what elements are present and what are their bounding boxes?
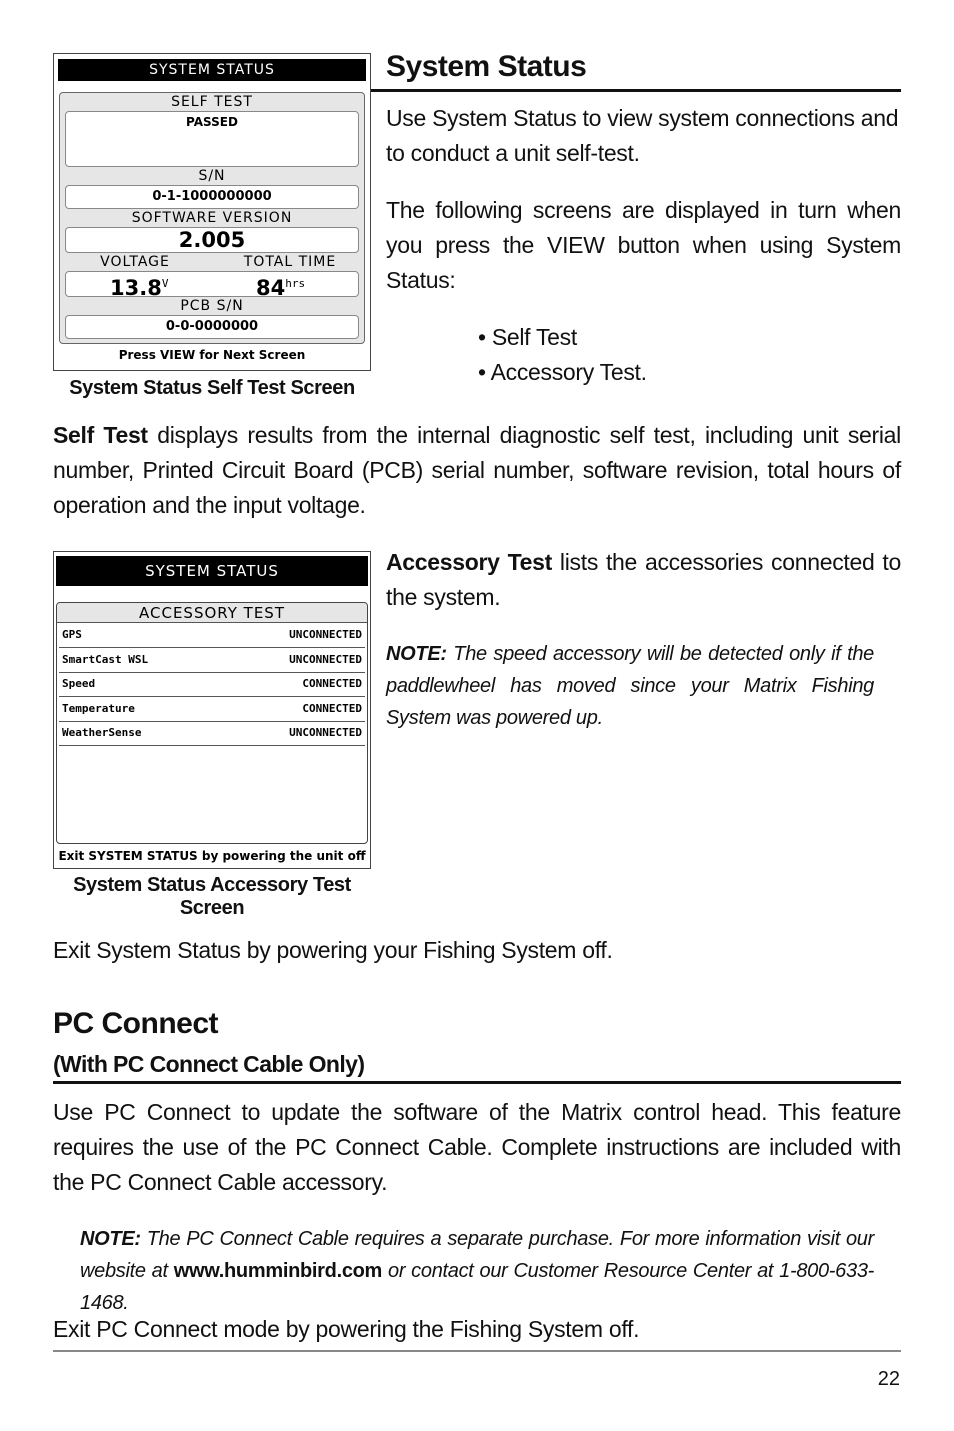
note-label: NOTE:	[386, 643, 447, 665]
pc-connect-rule	[53, 1081, 901, 1084]
list-item: • Accessory Test.	[478, 359, 647, 385]
accessory-test-panel	[56, 602, 368, 844]
accessory-name: GPS	[62, 628, 82, 641]
pc-connect-subheading: (With PC Connect Cable Only)	[53, 1051, 365, 1077]
accessory-status: UNCONNECTED	[289, 652, 362, 666]
pc-connect-note	[80, 1223, 874, 1319]
accessory-test-description: lists the accessories connected to the system.	[386, 549, 901, 610]
system-status-intro: Use System Status to view system connections and to conduct a unit self-test.	[386, 105, 899, 166]
speed-note	[386, 638, 874, 734]
pcb-sn-value: 0-0-0000000	[165, 319, 259, 334]
note-text: The PC Connect Cable requires a separate purchase. For more information visit our website at	[80, 1228, 874, 1282]
voltage-time-box	[65, 271, 359, 300]
system-status-heading: System Status	[386, 50, 587, 83]
self-test-term: Self Test	[53, 422, 148, 448]
accessory-test-caption: System Status Accessory Test Screen	[73, 874, 351, 919]
self-test-caption: System Status Self Test Screen	[69, 377, 355, 399]
self-test-description: displays results from the internal diagnostic self test, including unit serial number, Printed Circuit Board (PCB) serial number, software revision, total hours of operation and the input voltage.	[53, 422, 901, 518]
accessory-row	[59, 672, 365, 697]
pcb-sn-box	[65, 315, 359, 339]
website-link[interactable]: www.humminbird.com	[173, 1260, 383, 1282]
pc-connect-body: Use PC Connect to update the software of the Matrix control head. This feature requires the use of the PC Connect Cable. Complete instructions are included with the PC Connect Cable accessory.	[53, 1099, 901, 1195]
note-label: NOTE:	[80, 1228, 141, 1250]
page-number: 22	[877, 1368, 900, 1390]
accessory-status: CONNECTED	[302, 701, 362, 715]
note-text: The speed accessory will be detected only if the paddlewheel has moved since your Matrix Fishing System was powered up.	[386, 643, 874, 729]
accessory-name: Speed	[62, 677, 96, 690]
list-item: • Self Test	[478, 324, 577, 350]
accessory-row	[59, 623, 365, 648]
accessory-test-term: Accessory Test	[386, 549, 552, 575]
pcb-sn-label: PCB S/N	[180, 298, 244, 314]
note-text: or contact our Customer Resource Center at 1-800-633-1468.	[80, 1260, 874, 1314]
self-test-result: PASSED	[186, 115, 238, 129]
self-test-panel	[59, 92, 365, 344]
self-test-screen-figure	[53, 53, 371, 371]
footer-rule	[53, 1350, 901, 1352]
accessory-name: SmartCast WSL	[62, 652, 149, 666]
accessory-row	[59, 648, 365, 673]
system-status-screens-text: The following screens are displayed in turn when you press the VIEW button when using System Status:	[386, 197, 901, 293]
self-test-paragraph	[53, 418, 901, 523]
accessory-row	[59, 697, 365, 722]
accessory-test-screen-figure	[53, 551, 371, 869]
total-time-unit: hrs	[285, 277, 306, 290]
accessory-panel-header	[57, 603, 367, 623]
accessory-name: Temperature	[62, 701, 135, 715]
accessory-test-label: ACCESSORY TEST	[139, 604, 285, 622]
self-test-label: SELF TEST	[171, 94, 253, 110]
total-time-label: TOTAL TIME	[243, 254, 337, 270]
accessory-status: UNCONNECTED	[289, 726, 362, 739]
accessory-test-paragraph	[386, 545, 901, 615]
sn-value: 0-1-1000000000	[152, 189, 272, 204]
heading-rule	[371, 89, 901, 92]
software-version-value: 2.005	[178, 228, 246, 252]
software-version-label: SOFTWARE VERSION	[131, 210, 293, 226]
screen-title: SYSTEM STATUS	[56, 556, 368, 586]
accessory-name: WeatherSense	[62, 726, 142, 739]
voltage-label: VOLTAGE	[100, 254, 170, 270]
total-time-value: 84	[256, 276, 286, 300]
accessory-status: CONNECTED	[302, 677, 362, 690]
pc-connect-exit: Exit PC Connect mode by powering the Fishing System off.	[53, 1316, 640, 1342]
screen-footer: Press VIEW for Next Screen	[118, 348, 306, 362]
screen-footer: Exit SYSTEM STATUS by powering the unit off	[58, 849, 366, 863]
screen-title: SYSTEM STATUS	[58, 59, 366, 81]
self-test-result-box	[65, 111, 359, 167]
pc-connect-heading: PC Connect	[53, 1007, 219, 1040]
system-status-exit: Exit System Status by powering your Fishing System off.	[53, 937, 613, 963]
sn-box	[65, 185, 359, 209]
sn-label: S/N	[198, 168, 226, 184]
voltage-value: 13.8	[110, 276, 162, 300]
accessory-status: UNCONNECTED	[289, 628, 362, 641]
software-version-box	[65, 227, 359, 253]
voltage-unit: V	[161, 277, 169, 290]
accessory-row	[59, 721, 365, 746]
screen-list	[478, 320, 647, 390]
